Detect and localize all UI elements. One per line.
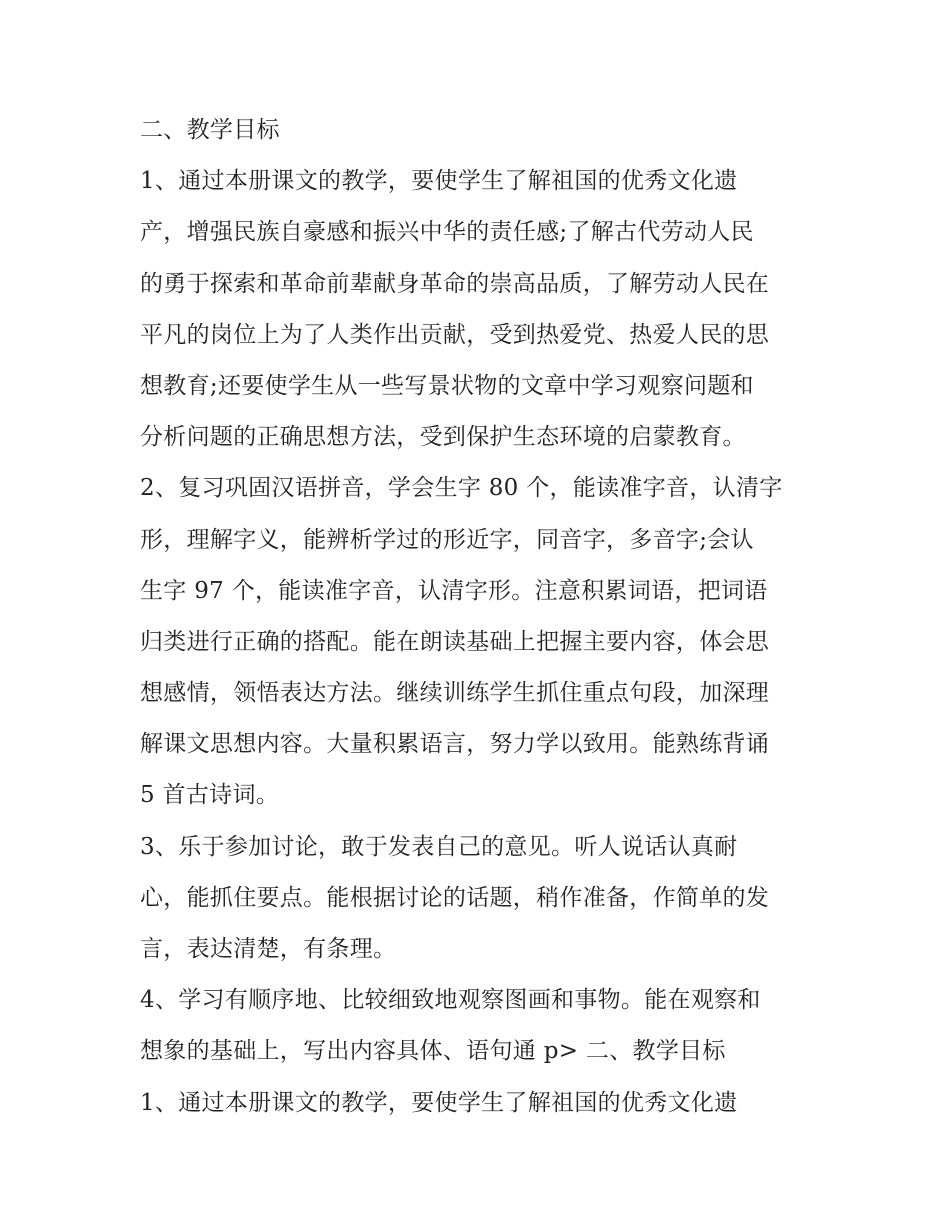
paragraph-line: 3、乐于参加讨论，敢于发表自己的意见。听人说话认真耐 — [140, 833, 738, 860]
paragraph-line: 2、复习巩固汉语拼音，学会生字 80 个，能读准字音，认清字 — [140, 475, 783, 502]
paragraph-line: 想感情，领悟表达方法。继续训练学生抓住重点句段，加深理 — [140, 680, 770, 707]
paragraph-line: 的勇于探索和革命前辈献身革命的崇高品质，了解劳动人民在 — [140, 270, 770, 297]
paragraph-line: 想教育;还要使学生从一些写景状物的文章中学习观察问题和 — [140, 372, 754, 399]
paragraph-line: 归类进行正确的搭配。能在朗读基础上把握主要内容，体会思 — [140, 628, 770, 655]
paragraph-line: 想象的基础上，写出内容具体、语句通 p> 二、教学目标 — [140, 1038, 726, 1065]
paragraph-line: 产，增强民族自豪感和振兴中华的责任感;了解古代劳动人民 — [140, 219, 754, 246]
paragraph-line: 生字 97 个，能读准字音，认清字形。注意积累词语，把词语 — [140, 577, 768, 604]
paragraph-line: 1、通过本册课文的教学，要使学生了解祖国的优秀文化遗 — [140, 168, 738, 195]
document-body — [140, 105, 815, 1129]
paragraph-line: 形，理解字义，能辨析学过的形近字，同音字，多音字;会认 — [140, 526, 754, 553]
paragraph-line: 分析问题的正确思想方法，受到保护生态环境的启蒙教育。 — [140, 424, 746, 451]
paragraph-line: 1、通过本册课文的教学，要使学生了解祖国的优秀文化遗 — [140, 1089, 738, 1116]
paragraph-line: 平凡的岗位上为了人类作出贡献，受到热爱党、热爱人民的思 — [140, 321, 770, 348]
paragraph-line: 5 首古诗词。 — [140, 782, 280, 809]
paragraph-line: 4、学习有顺序地、比较细致地观察图画和事物。能在观察和 — [140, 987, 761, 1014]
paragraph-line: 心，能抓住要点。能根据讨论的话题，稍作准备，作简单的发 — [140, 884, 770, 911]
paragraph-line: 解课文思想内容。大量积累语言，努力学以致用。能熟练背诵 — [140, 731, 770, 758]
paragraph-line: 言，表达清楚，有条理。 — [140, 936, 397, 962]
section-heading: 二、教学目标 — [140, 117, 280, 143]
